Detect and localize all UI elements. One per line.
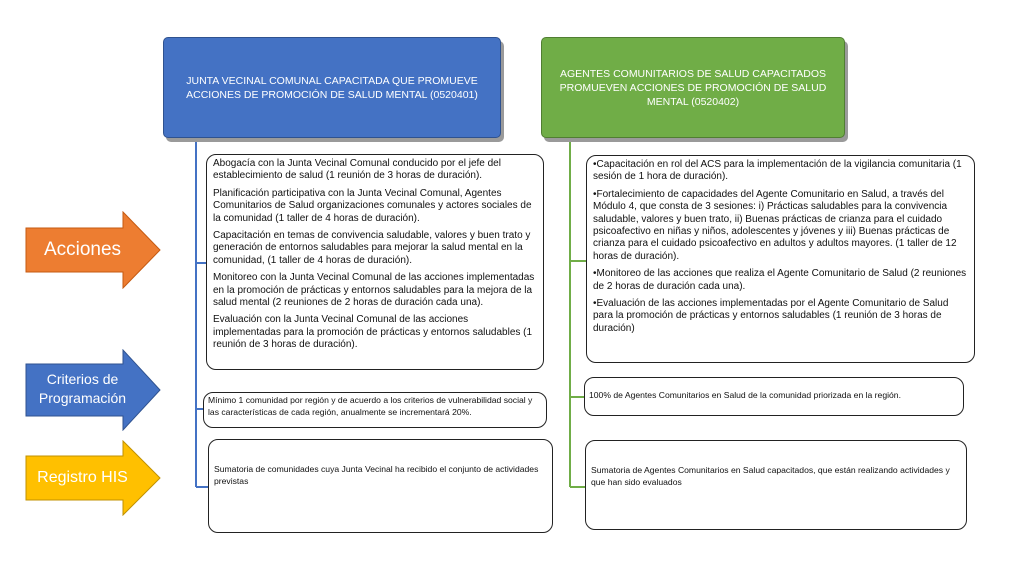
- agentes-acciones-box: [586, 155, 975, 363]
- junta-acciones-box: [206, 154, 544, 370]
- acciones-item: Capacitación en temas de convivencia saludable, valores y buen trato y generación de entornos saludables para mejorar la salud mental en la comunidad, (1 taller de 4 horas de duración).: [213, 230, 531, 266]
- agentes-criterios-box: [584, 377, 964, 416]
- junta-vecinal-header: [163, 37, 501, 138]
- registro-text: Sumatoria de Agentes Comunitarios en Salud capacitados, que están realizando actividades y que han sido evaluados: [591, 465, 950, 487]
- registro-arrow: [25, 440, 162, 516]
- junta-registro-box: [208, 439, 553, 533]
- junta-vecinal-header-text: JUNTA VECINAL COMUNAL CAPACITADA QUE PROMUEVE ACCIONES DE PROMOCIÓN DE SALUD MENTAL (0520401): [186, 74, 478, 101]
- left-connector-vertical: [195, 138, 197, 487]
- acciones-item: •Monitoreo de las acciones que realiza el Agente Comunitario de Salud (2 reuniones de 2 horas de duración cada una).: [593, 268, 967, 292]
- registro-text: Sumatoria de comunidades cuya Junta Vecinal ha recibido el conjunto de actividades previstas: [214, 464, 539, 486]
- acciones-item: •Fortalecimiento de capacidades del Agente Comunitario en Salud, a través del Módulo 4, que consta de 3 sesiones: i) Prácticas saludables para la convivencia saludable, valores y buen trato, ii) Buenas prácticas de crianza para el cuidado psicoafectivo en niñas y niños, adolescentes y jóvenes y iii) Buenas prácticas de crianza para el cuidado psicoafectivo en adultos y adultos mayores. (1 taller de 12 horas de duración).: [593, 188, 957, 262]
- agentes-comunitarios-header: [541, 37, 845, 138]
- agentes-comunitarios-header-text: AGENTES COMUNITARIOS DE SALUD CAPACITADOS PROMUEVEN ACCIONES DE PROMOCIÓN DE SALUD MENTAL (0520402): [559, 67, 827, 108]
- acciones-item: Monitoreo con la Junta Vecinal Comunal de las acciones implementadas en la promoción de prácticas y entornos saludables para la mejora de la salud mental (2 reuniones de 2 horas de duración cada una).: [213, 272, 535, 309]
- right-connector-vertical: [569, 138, 571, 487]
- acciones-label: Acciones: [43, 239, 122, 260]
- acciones-item: •Capacitación en rol del ACS para la implementación de la vigilancia comunitaria (1 sesión de 1 hora de duración).: [593, 159, 962, 183]
- right-connector-acciones: [570, 260, 586, 262]
- acciones-item: Abogacía con la Junta Vecinal Comunal conducido por el jefe del establecimiento de salud (1 reunión de 3 horas de duración).: [213, 158, 501, 182]
- acciones-item: Planificación participativa con la Junta Vecinal Comunal, Agentes Comunitarios de Salud organizaciones comunales y actores sociales de la comunidad (1 taller de 4 horas de duración).: [213, 187, 532, 224]
- left-connector-registro: [196, 486, 208, 488]
- criterios-arrow: [25, 349, 162, 431]
- acciones-arrow: [25, 211, 162, 289]
- agentes-registro-box: [585, 440, 967, 530]
- criterios-label: Criterios de Programación: [38, 371, 127, 406]
- criterios-text: Mínimo 1 comunidad por región y de acuerdo a los criterios de vulnerabilidad social y las características de cada región, anualmente se incrementará 20%.: [208, 395, 533, 417]
- criterios-text: 100% de Agentes Comunitarios en Salud de la comunidad priorizada en la región.: [589, 390, 901, 400]
- acciones-item: •Evaluación de las acciones implementadas por el Agente Comunitario de Salud para la promoción de prácticas y entornos saludables (1 reunión de 3 horas de duración): [593, 298, 949, 334]
- right-connector-registro: [570, 486, 586, 488]
- junta-criterios-box: [203, 392, 547, 428]
- acciones-item: Evaluación con la Junta Vecinal Comunal de las acciones implementadas para la promoción de prácticas y entornos saludables (1 reunión de 3 horas de duración).: [213, 314, 533, 351]
- registro-label: Registro HIS: [37, 469, 128, 486]
